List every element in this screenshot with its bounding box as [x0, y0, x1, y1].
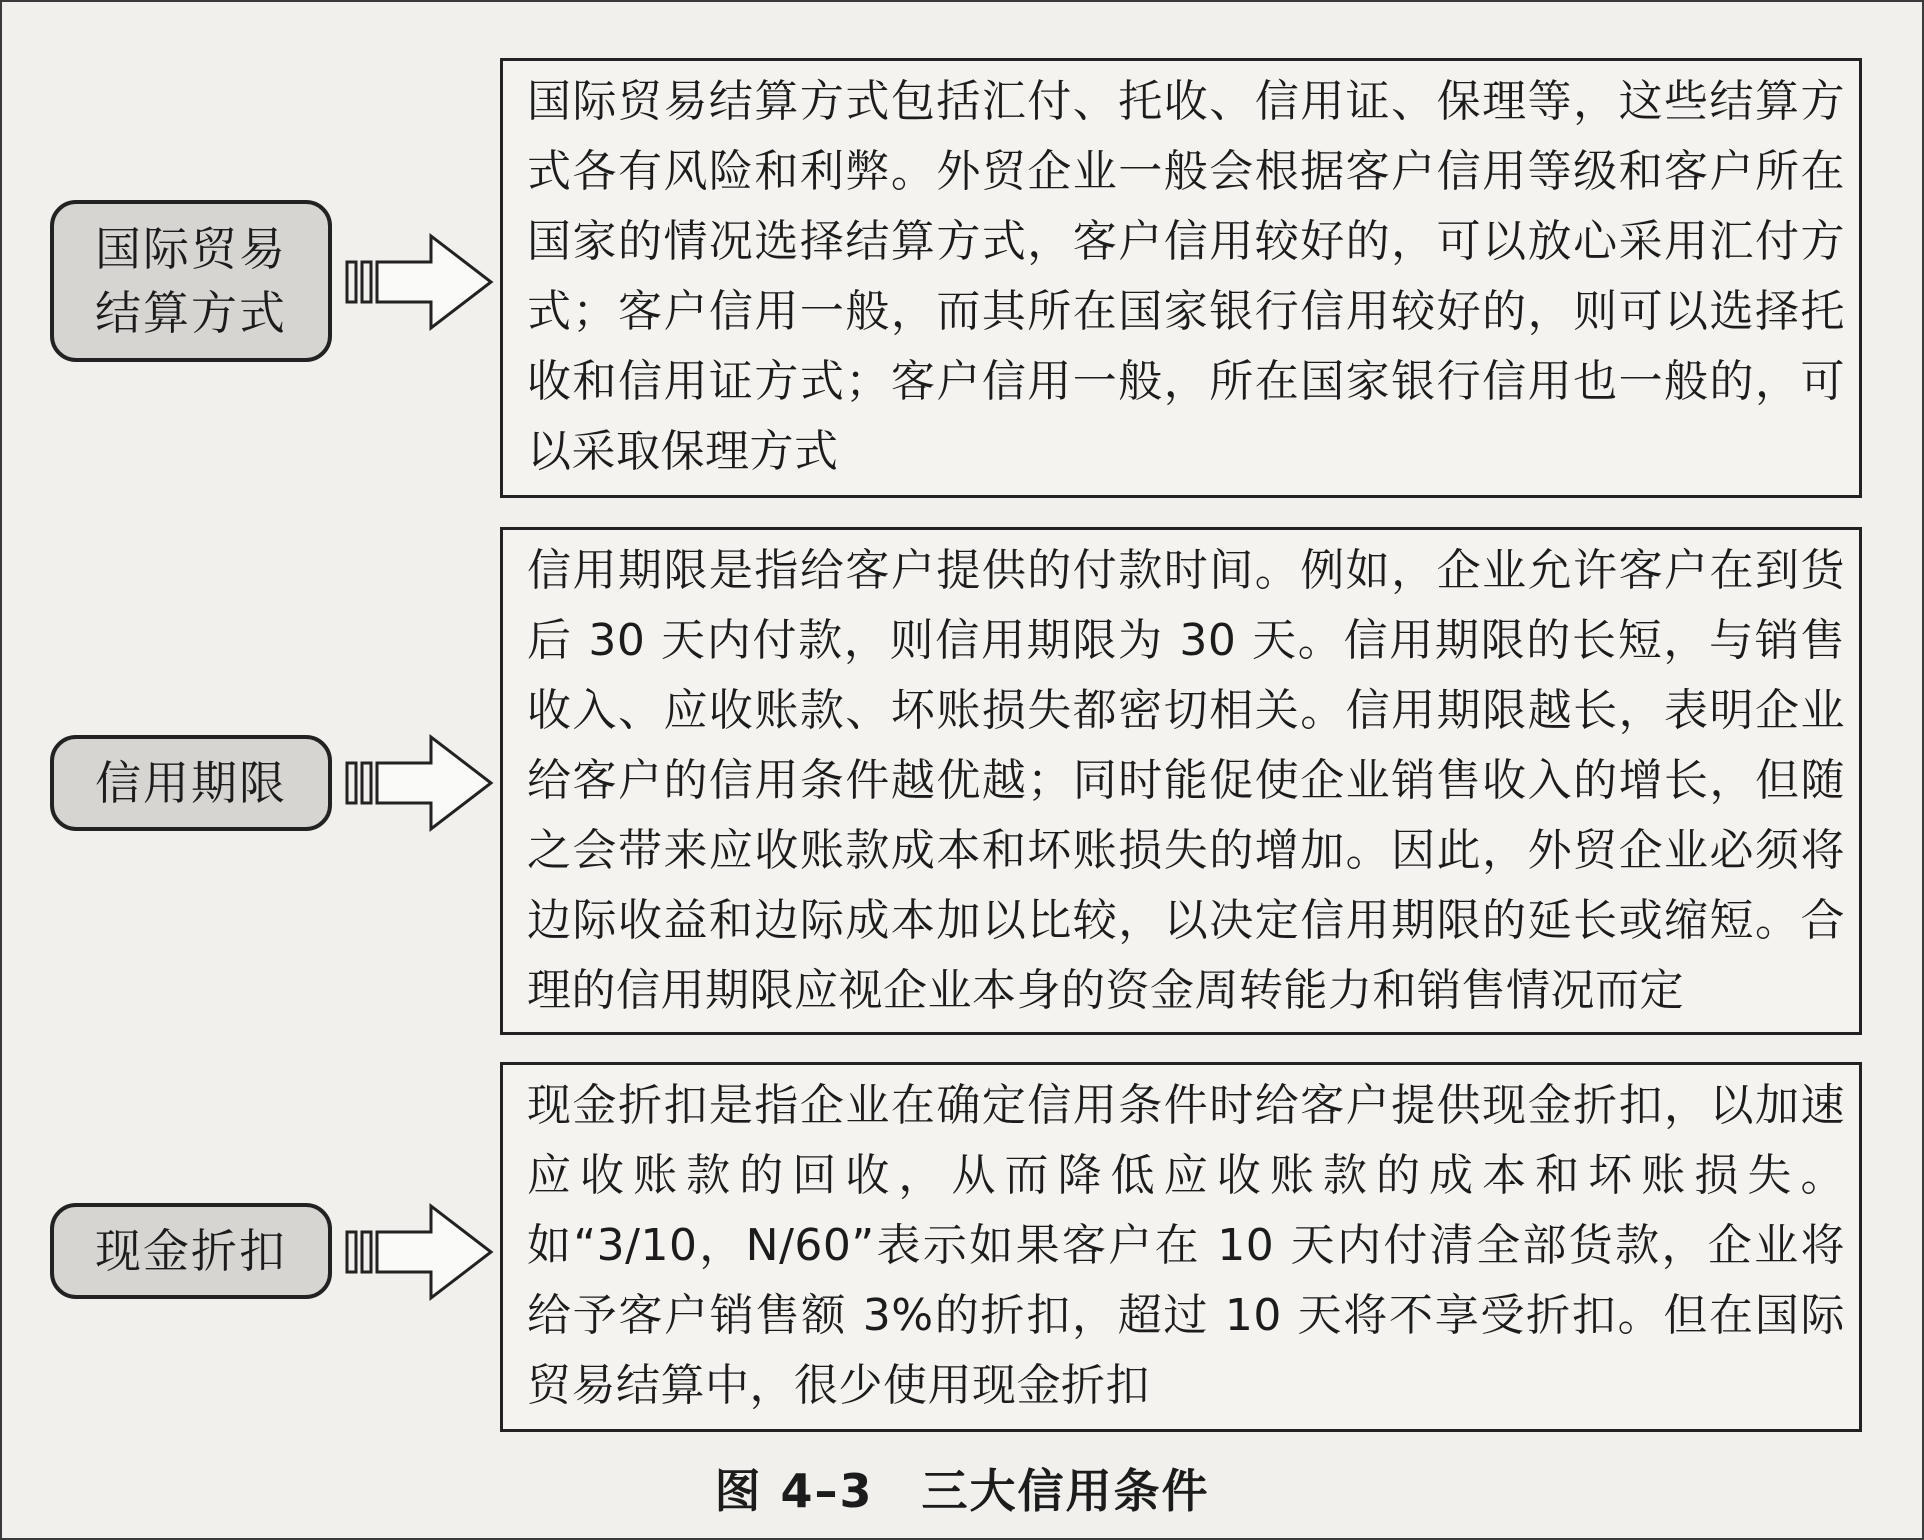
double-arrow-icon [345, 733, 495, 833]
label-box-settlement-method [50, 200, 332, 362]
label-box-cash-discount [50, 1203, 332, 1299]
text-box-cash-discount [500, 1062, 1862, 1432]
label-box-credit-period [50, 735, 332, 831]
label-line: 国际贸易 [95, 222, 287, 276]
figure-number: 图 4–3 [714, 1464, 874, 1518]
description-text: 信用期限是指给客户提供的付款时间。例如，企业允许客户在到货后 30 天内付款，则信用期限为 30 天。信用期限的长短，与销售收入、应收账款、坏账损失都密切相关。信用期限越长，表明企业给客户的信用条件越优越；同时能促使企业销售收入的增长，但随之会带来应收账款成本和坏账损失的增加。因此，外贸企业必须将边际收益和边际成本加以比较，以决定信用期限的延长或缩短。合理的信用期限应视企业本身的资金周转能力和销售情况而定 [527, 545, 1845, 1016]
label-line: 结算方式 [95, 286, 287, 340]
description-text: 现金折扣是指企业在确定信用条件时给客户提供现金折扣，以加速应收账款的回收，从而降低应收账款的成本和坏账损失。如“3/10，N/60”表示如果客户在 10 天内付清全部货款，企业将给予客户销售额 3%的折扣，超过 10 天将不享受折扣。但在国际贸易结算中，很少使用现金折扣 [527, 1080, 1845, 1411]
figure-title: 三大信用条件 [921, 1464, 1210, 1518]
description-text: 国际贸易结算方式包括汇付、托收、信用证、保理等，这些结算方式各有风险和利弊。外贸企业一般会根据客户信用等级和客户所在国家的情况选择结算方式，客户信用较好的，可以放心采用汇付方式；客户信用一般，而其所在国家银行信用较好的，则可以选择托收和信用证方式；客户信用一般，所在国家银行信用也一般的，可以采取保理方式 [527, 76, 1845, 477]
figure-caption [0, 1455, 1924, 1521]
double-arrow-icon [345, 232, 495, 332]
label-line: 现金折扣 [95, 1224, 287, 1278]
label-line: 信用期限 [95, 756, 287, 810]
text-box-credit-period [500, 527, 1862, 1035]
double-arrow-icon [345, 1202, 495, 1302]
text-box-settlement-method [500, 58, 1862, 498]
